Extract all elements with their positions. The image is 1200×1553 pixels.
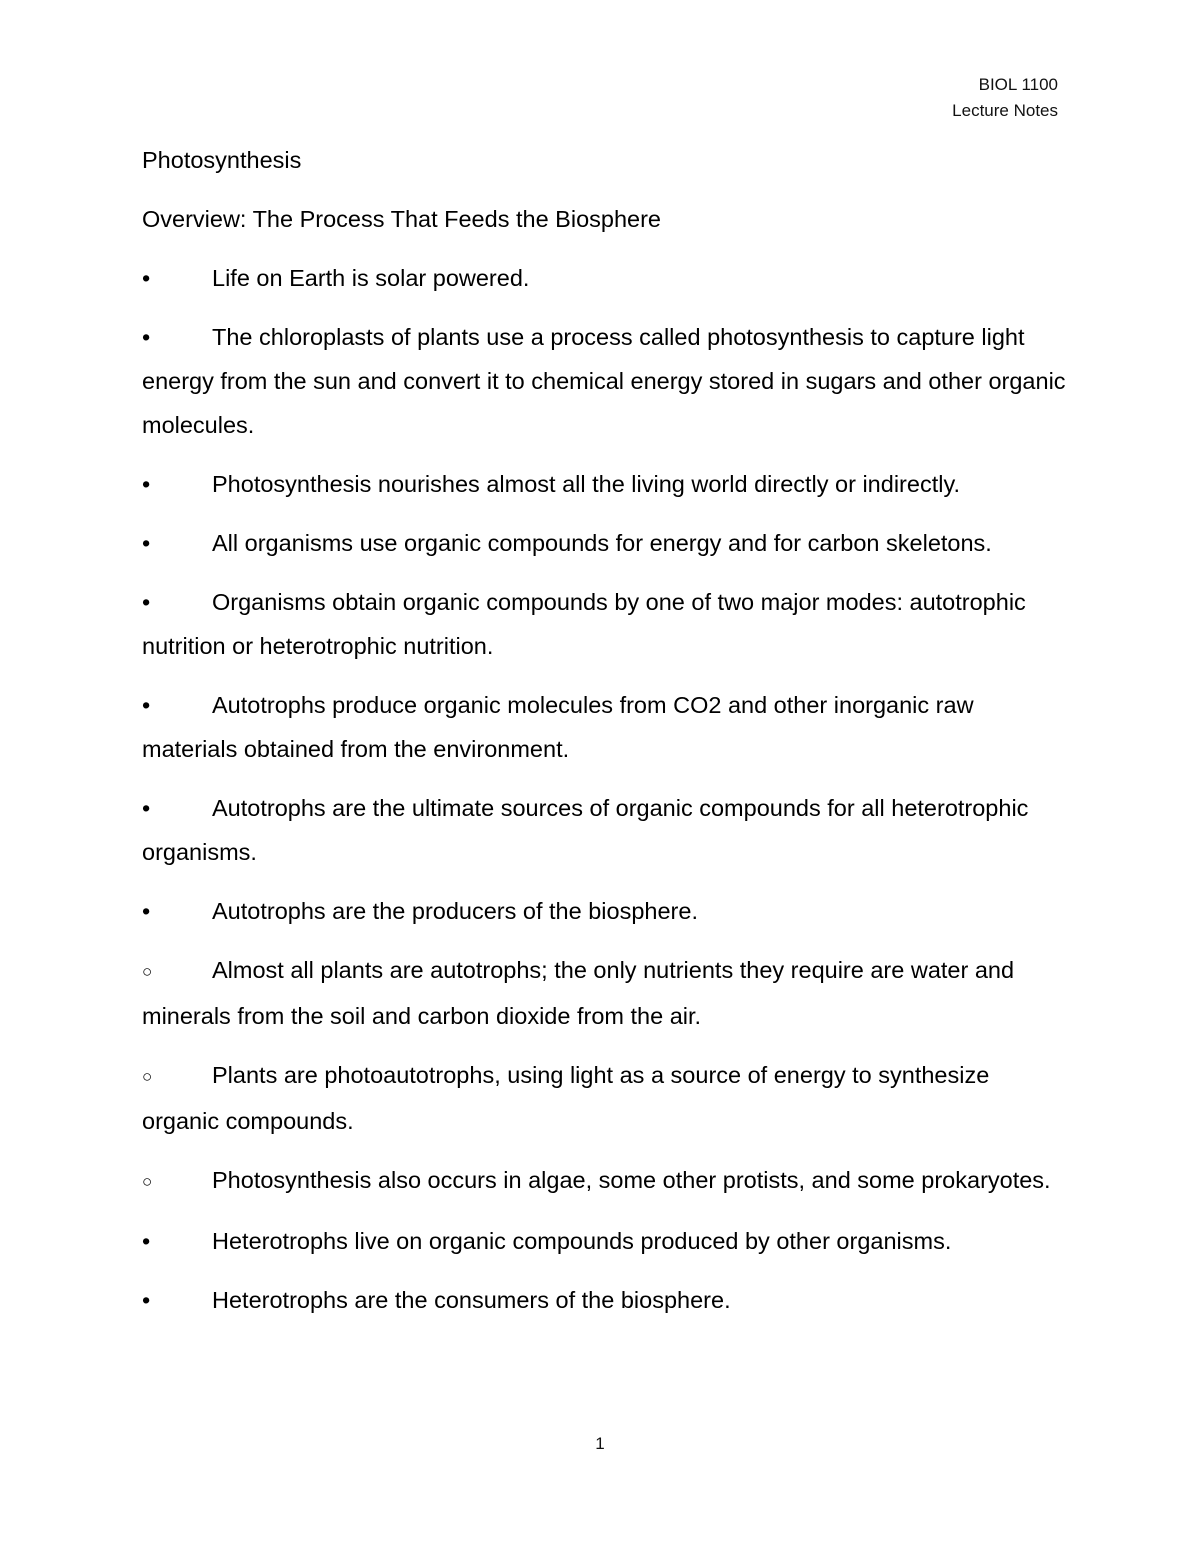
list-item — [142, 521, 1072, 565]
list-item-text: Photosynthesis nourishes almost all the living world directly or indirectly. — [212, 471, 960, 497]
list-item-text: Plants are photoautotrophs, using light as a source of energy to synthesize organic compounds. — [142, 1062, 990, 1134]
list-item-text: All organisms use organic compounds for energy and for carbon skeletons. — [212, 530, 992, 556]
document-body — [142, 138, 1072, 1337]
circle-bullet-icon: ○ — [142, 1172, 153, 1191]
list-item-text: Photosynthesis also occurs in algae, some other protists, and some prokaryotes. — [212, 1167, 1051, 1193]
list-item-text: Autotrophs produce organic molecules from CO2 and other inorganic raw materials obtained from the environment. — [142, 692, 974, 762]
document-type: Lecture Notes — [952, 101, 1058, 120]
bullet-icon: • — [142, 795, 151, 821]
list-item — [142, 1219, 1072, 1263]
list-item-text: Heterotrophs are the consumers of the biosphere. — [212, 1287, 731, 1313]
list-item — [142, 462, 1072, 506]
page-header — [952, 72, 1058, 124]
list-item-text: Almost all plants are autotrophs; the only nutrients they require are water and minerals from the soil and carbon dioxide from the air. — [142, 957, 1015, 1029]
bullet-icon: • — [142, 589, 151, 615]
list-item-text: Life on Earth is solar powered. — [212, 265, 530, 291]
page-title: Photosynthesis — [142, 147, 302, 173]
list-item-text: Autotrophs are the producers of the biosphere. — [212, 898, 698, 924]
list-item — [142, 889, 1072, 933]
bullet-icon: • — [142, 1228, 151, 1254]
list-item — [142, 1278, 1072, 1322]
list-item-text: Heterotrophs live on organic compounds produced by other organisms. — [212, 1228, 952, 1254]
list-item — [142, 786, 1072, 874]
list-item — [142, 315, 1072, 447]
page-number: 1 — [595, 1434, 605, 1453]
list-item — [142, 580, 1072, 668]
list-item-text: The chloroplasts of plants use a process called photosynthesis to capture light energy from the sun and convert it to chemical energy stored in sugars and other organic molecules. — [142, 324, 1066, 438]
list-item — [142, 256, 1072, 300]
section-heading: Overview: The Process That Feeds the Biosphere — [142, 206, 661, 232]
bullet-icon: • — [142, 898, 151, 924]
circle-bullet-icon: ○ — [142, 1067, 153, 1086]
sub-list-item — [142, 1158, 1072, 1204]
bullet-icon: • — [142, 1287, 151, 1313]
list-item-text: Autotrophs are the ultimate sources of organic compounds for all heterotrophic organisms. — [142, 795, 1029, 865]
list-item — [142, 683, 1072, 771]
bullet-icon: • — [142, 324, 151, 350]
bullet-icon: • — [142, 265, 151, 291]
sub-list-item — [142, 948, 1072, 1038]
notes-list — [142, 256, 1072, 1322]
bullet-icon: • — [142, 471, 151, 497]
bullet-icon: • — [142, 692, 151, 718]
list-item-text: Organisms obtain organic compounds by one of two major modes: autotrophic nutrition or heterotrophic nutrition. — [142, 589, 1026, 659]
sub-list-item — [142, 1053, 1072, 1143]
course-code: BIOL 1100 — [978, 75, 1058, 94]
circle-bullet-icon: ○ — [142, 962, 153, 981]
bullet-icon: • — [142, 530, 151, 556]
